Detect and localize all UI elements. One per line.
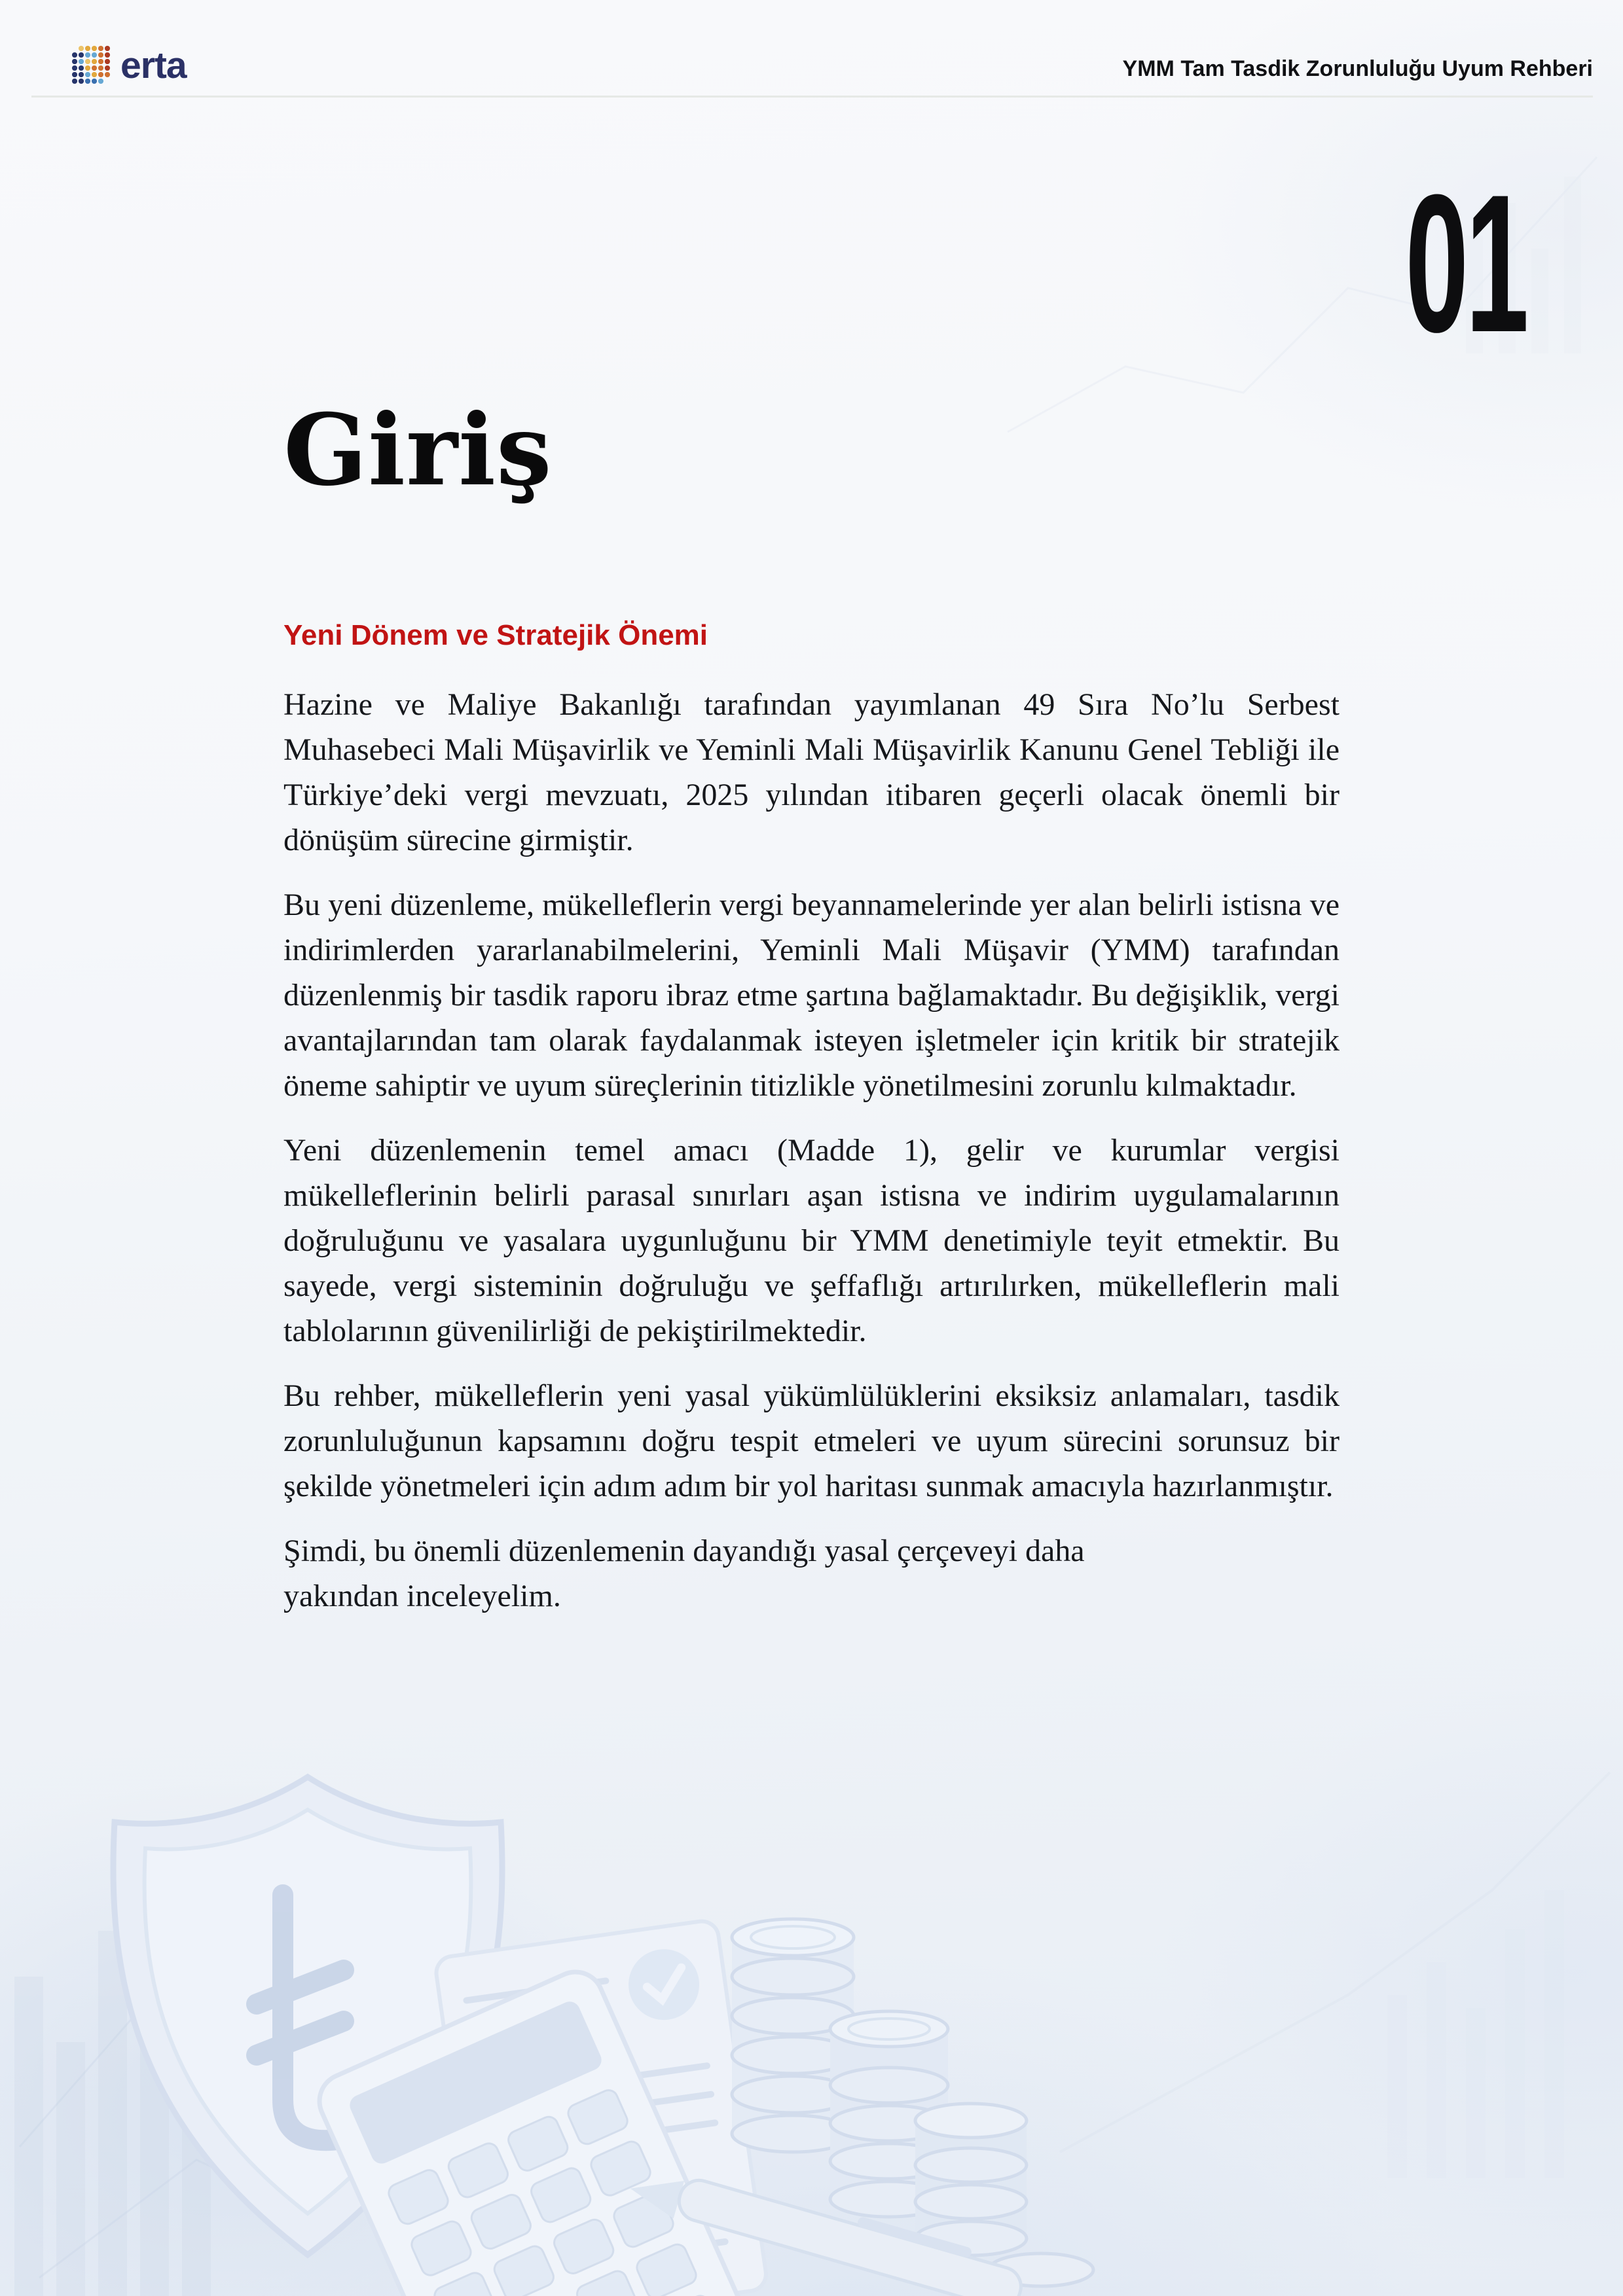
erta-logo-text: erta — [120, 45, 187, 86]
tl-symbol-icon — [257, 1895, 394, 2140]
closing-line-1: Şimdi, bu önemli düzenlemenin dayandığı yasal çerçeveyi daha — [283, 1534, 1085, 1568]
body-text — [283, 682, 1340, 1619]
closing-line-2: yakından inceleyelim. — [283, 1579, 561, 1613]
background-illustration — [0, 1702, 1623, 2296]
closing-paragraph — [283, 1528, 1340, 1619]
erta-logo — [72, 46, 187, 85]
shield-icon — [113, 1777, 502, 2255]
coins-icon — [732, 1919, 1093, 2286]
header-title: YMM Tam Tasdik Zorunluluğu Uyum Rehberi — [1122, 56, 1593, 81]
calculator-icon — [311, 1963, 763, 2296]
document-icon — [434, 1919, 768, 2296]
bar-chart-watermark-icon — [14, 1931, 211, 2296]
chapter-number: 01 — [1405, 153, 1526, 373]
paragraph-1: Hazine ve Maliye Bakanlığı tarafından yayımlanan 49 Sıra No’lu Serbest Muhasebeci Mali Müşavirlik ve Yeminli Mali Müşavirlik Kanunu Genel Tebliği ile Türkiye’deki vergi mevzuatı, 2025 yılından itibaren geçerli olacak önemli bir dönüşüm sürecine girmiştir. — [283, 687, 1340, 857]
header-divider — [31, 96, 1593, 98]
erta-logo-dots-icon — [72, 46, 111, 85]
section-heading: Yeni Dönem ve Stratejik Önemi — [283, 619, 708, 651]
paragraph-4: Bu rehber, mükelleflerin yeni yasal yükümlülüklerini eksiksiz anlamaları, tasdik zorunluluğunun kapsamını doğru tespit etmeleri ve uyum sürecini sorunsuz bir şekilde yönetmeleri için adım adım bir yol haritası sunmak amacıyla hazırlanmıştır. — [283, 1378, 1340, 1503]
paragraph-3: Yeni düzenlemenin temel amacı (Madde 1), gelir ve kurumlar vergisi mükelleflerinin belirli parasal sınırları aşan istisna ve indirim uygulamalarının doğruluğunu ve yasalara uygunluğunu bir YMM denetimiyle teyit etmektir. Bu sayede, vergi sisteminin doğruluğu ve şeffaflığı artırılırken, mükelleflerin mali tablolarının güvenilirliği de pekiştirilmektedir. — [283, 1133, 1340, 1348]
network-lines-watermark-icon — [20, 1952, 609, 2278]
pen-icon — [626, 2153, 1029, 2296]
paragraph-2: Bu yeni düzenleme, mükelleflerin vergi beyannamelerinde yer alan belirli istisna ve indirimlerden yararlanabilmelerini, Yeminli Mali Müşavir (YMM) tarafından düzenlenmiş bir tasdik raporu ibraz etme şartına bağlamaktadır. Bu değişiklik, vergi avantajlarından tam olarak faydalanmak isteyen işletmeler için kritik bir stratejik öneme sahiptir ve uyum süreçlerinin titizlikle yönetilmesini zorunlu kılmaktadır. — [283, 888, 1340, 1103]
page-title: Giriş — [283, 393, 553, 508]
trend-line-watermark-icon — [1034, 1655, 1623, 2178]
